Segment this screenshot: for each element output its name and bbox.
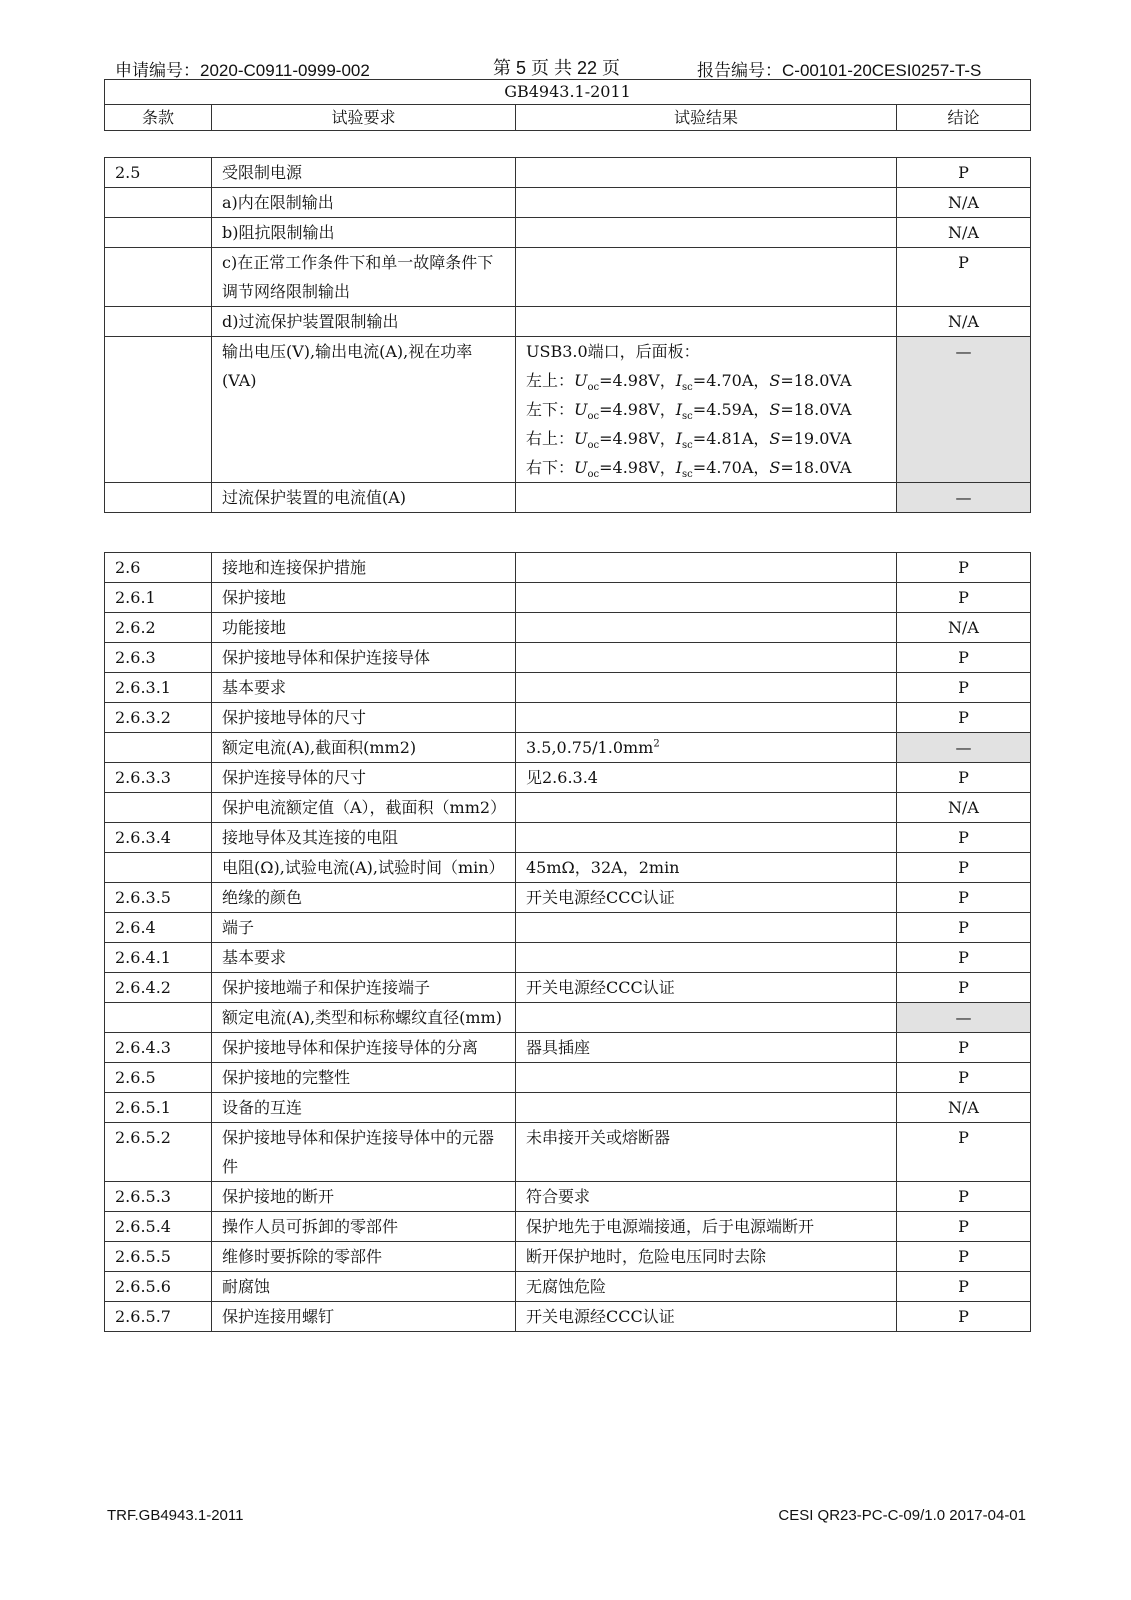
result-cell	[516, 307, 897, 337]
clause-cell: 2.6.3.5	[105, 883, 212, 913]
clause-cell: 2.6.5.1	[105, 1093, 212, 1123]
result-cell	[516, 1003, 897, 1033]
result-cell: 开关电源经CCC认证	[516, 973, 897, 1003]
requirement-cell: 维修时要拆除的零部件	[212, 1242, 516, 1272]
requirement-cell: 额定电流(A),类型和标称螺纹直径(mm)	[212, 1003, 516, 1033]
current-symbol: I	[675, 458, 683, 477]
requirement-cell: 保护电流额定值（A），截面积（mm2）	[212, 793, 516, 823]
requirement-cell: 端子	[212, 913, 516, 943]
clause-cell	[105, 483, 212, 513]
verdict-cell: P	[897, 703, 1031, 733]
voltage-value: =4.98V，	[599, 429, 676, 448]
verdict-cell: P	[897, 248, 1031, 307]
voltage-subscript: oc	[587, 382, 600, 394]
voltage-subscript: oc	[587, 440, 600, 452]
clause-cell	[105, 793, 212, 823]
verdict-cell: P	[897, 853, 1031, 883]
requirement-cell: 保护接地端子和保护连接端子	[212, 973, 516, 1003]
current-value: =4.70A，	[692, 371, 770, 390]
footer-doc-ref: CESI QR23-PC-C-09/1.0 2017-04-01	[778, 1507, 1026, 1524]
verdict-cell: N/A	[897, 613, 1031, 643]
page-footer	[0, 1507, 1131, 1527]
current-value: =4.70A，	[692, 458, 770, 477]
verdict-cell: P	[897, 823, 1031, 853]
clause-cell: 2.6	[105, 553, 212, 583]
result-line	[526, 366, 886, 395]
table-row	[105, 1242, 1031, 1272]
clause-cell	[105, 248, 212, 307]
verdict-cell: P	[897, 583, 1031, 613]
verdict-cell: N/A	[897, 307, 1031, 337]
result-cell	[516, 188, 897, 218]
requirement-cell: 保护连接导体的尺寸	[212, 763, 516, 793]
position-label: 右上：	[526, 429, 575, 448]
clause-cell: 2.6.5.7	[105, 1302, 212, 1332]
voltage-subscript: oc	[587, 411, 600, 423]
verdict-cell: P	[897, 943, 1031, 973]
voltage-value: =4.98V，	[599, 371, 676, 390]
verdict-cell: N/A	[897, 1093, 1031, 1123]
clause-cell	[105, 733, 212, 763]
result-cell	[516, 1063, 897, 1093]
current-subscript: sc	[682, 440, 693, 452]
table-row	[105, 703, 1031, 733]
table-row	[105, 1063, 1031, 1093]
clause-cell: 2.6.3.3	[105, 763, 212, 793]
voltage-symbol: U	[574, 400, 588, 419]
requirement-cell: 接地和连接保护措施	[212, 553, 516, 583]
table-row	[105, 1212, 1031, 1242]
current-value: =4.81A，	[692, 429, 770, 448]
power-symbol: S	[769, 371, 781, 390]
result-cell	[516, 583, 897, 613]
verdict-cell: P	[897, 883, 1031, 913]
requirement-cell: d)过流保护装置限制输出	[212, 307, 516, 337]
result-line	[526, 424, 886, 453]
result-cell	[516, 733, 897, 763]
verdict-cell: P	[897, 643, 1031, 673]
power-value: =18.0VA	[780, 400, 852, 419]
table-row	[105, 823, 1031, 853]
position-label: 左下：	[526, 400, 575, 419]
col-clause: 条款	[105, 105, 212, 131]
requirement-cell: 保护接地	[212, 583, 516, 613]
clause-cell: 2.6.2	[105, 613, 212, 643]
col-verdict: 结论	[897, 105, 1031, 131]
result-cell	[516, 248, 897, 307]
table-row	[105, 218, 1031, 248]
result-cell	[516, 553, 897, 583]
voltage-symbol: U	[574, 458, 588, 477]
page-info: 第 5 页 共 22 页	[493, 58, 621, 78]
table-row	[105, 553, 1031, 583]
power-symbol: S	[769, 400, 781, 419]
verdict-cell: —	[897, 733, 1031, 763]
page-header	[0, 52, 1131, 80]
requirement-cell: 功能接地	[212, 613, 516, 643]
result-superscript: 2	[653, 738, 660, 750]
current-symbol: I	[675, 400, 683, 419]
current-subscript: sc	[682, 469, 693, 481]
result-cell: 符合要求	[516, 1182, 897, 1212]
requirement-cell: 过流保护装置的电流值(A)	[212, 483, 516, 513]
table-row	[105, 943, 1031, 973]
requirement-cell: 保护接地的完整性	[212, 1063, 516, 1093]
requirement-cell: 保护接地导体的尺寸	[212, 703, 516, 733]
current-subscript: sc	[682, 411, 693, 423]
clause-cell: 2.6.5.6	[105, 1272, 212, 1302]
clause-cell	[105, 853, 212, 883]
table-row	[105, 883, 1031, 913]
requirement-cell: 基本要求	[212, 673, 516, 703]
result-cell: 无腐蚀危险	[516, 1272, 897, 1302]
table-row	[105, 188, 1031, 218]
voltage-subscript: oc	[587, 469, 600, 481]
voltage-symbol: U	[574, 429, 588, 448]
clause-cell: 2.6.3.4	[105, 823, 212, 853]
result-cell: 保护地先于电源端接通，后于电源端断开	[516, 1212, 897, 1242]
result-cell: 未串接开关或熔断器	[516, 1123, 897, 1182]
result-cell: 开关电源经CCC认证	[516, 883, 897, 913]
verdict-cell: P	[897, 1302, 1031, 1332]
table-row	[105, 1123, 1031, 1182]
requirement-cell: 受限制电源	[212, 158, 516, 188]
table-row	[105, 1272, 1031, 1302]
standard-title: GB4943.1-2011	[105, 80, 1031, 105]
result-title: USB3.0端口，后面板：	[526, 342, 700, 361]
clause-cell: 2.6.3.1	[105, 673, 212, 703]
result-cell	[516, 218, 897, 248]
clause-cell: 2.6.5.3	[105, 1182, 212, 1212]
verdict-cell: P	[897, 973, 1031, 1003]
voltage-symbol: U	[574, 371, 588, 390]
verdict-cell: P	[897, 158, 1031, 188]
result-cell: 器具插座	[516, 1033, 897, 1063]
clause-cell: 2.6.5.5	[105, 1242, 212, 1272]
verdict-cell: P	[897, 1063, 1031, 1093]
table-row	[105, 583, 1031, 613]
requirement-cell: 电阻(Ω),试验电流(A),试验时间（min）	[212, 853, 516, 883]
standard-row	[105, 80, 1031, 105]
verdict-cell: N/A	[897, 793, 1031, 823]
result-cell: 开关电源经CCC认证	[516, 1302, 897, 1332]
table-row	[105, 673, 1031, 703]
requirement-cell: 额定电流(A),截面积(mm2)	[212, 733, 516, 763]
column-header-row	[105, 105, 1031, 131]
clause-cell: 2.6.3	[105, 643, 212, 673]
clause-cell	[105, 337, 212, 483]
table-row	[105, 307, 1031, 337]
result-cell	[516, 483, 897, 513]
result-cell	[516, 943, 897, 973]
verdict-cell: P	[897, 673, 1031, 703]
table-row	[105, 643, 1031, 673]
clause-cell	[105, 1003, 212, 1033]
voltage-value: =4.98V，	[599, 400, 676, 419]
table-row	[105, 913, 1031, 943]
clause-cell: 2.6.5.4	[105, 1212, 212, 1242]
result-text: 3.5,0.75/1.0mm	[526, 738, 654, 757]
table-row	[105, 763, 1031, 793]
power-value: =18.0VA	[780, 371, 852, 390]
result-cell	[516, 613, 897, 643]
table-row	[105, 613, 1031, 643]
power-symbol: S	[769, 429, 781, 448]
clause-cell: 2.6.5	[105, 1063, 212, 1093]
table-row	[105, 158, 1031, 188]
column-header-table	[104, 79, 1031, 131]
result-cell	[516, 1093, 897, 1123]
verdict-cell: P	[897, 1212, 1031, 1242]
table-row	[105, 1302, 1031, 1332]
verdict-cell: P	[897, 1123, 1031, 1182]
verdict-cell: N/A	[897, 218, 1031, 248]
verdict-cell: P	[897, 1242, 1031, 1272]
result-cell	[516, 913, 897, 943]
requirement-cell: 设备的互连	[212, 1093, 516, 1123]
result-line	[526, 395, 886, 424]
current-subscript: sc	[682, 382, 693, 394]
table-row	[105, 483, 1031, 513]
clause-cell	[105, 188, 212, 218]
table-row	[105, 853, 1031, 883]
result-cell: 45mΩ，32A，2min	[516, 853, 897, 883]
voltage-value: =4.98V，	[599, 458, 676, 477]
result-cell	[516, 673, 897, 703]
table-row	[105, 1182, 1031, 1212]
requirement-cell: 保护接地的断开	[212, 1182, 516, 1212]
requirement-cell: 基本要求	[212, 943, 516, 973]
verdict-cell: P	[897, 1033, 1031, 1063]
clause-cell: 2.6.4.3	[105, 1033, 212, 1063]
clause-cell: 2.6.4	[105, 913, 212, 943]
verdict-cell: —	[897, 1003, 1031, 1033]
clause-cell: 2.6.4.2	[105, 973, 212, 1003]
requirement-cell: 保护接地导体和保护连接导体的分离	[212, 1033, 516, 1063]
requirement-cell: 操作人员可拆卸的零部件	[212, 1212, 516, 1242]
requirement-cell: a)内在限制输出	[212, 188, 516, 218]
current-value: =4.59A，	[692, 400, 770, 419]
verdict-cell: P	[897, 913, 1031, 943]
result-cell	[516, 158, 897, 188]
table-row	[105, 1093, 1031, 1123]
current-symbol: I	[675, 371, 683, 390]
clause-cell: 2.6.3.2	[105, 703, 212, 733]
clause-cell: 2.6.5.2	[105, 1123, 212, 1182]
verdict-cell: P	[897, 1182, 1031, 1212]
clause-cell	[105, 218, 212, 248]
table-row	[105, 248, 1031, 307]
table-row	[105, 1003, 1031, 1033]
verdict-cell: P	[897, 1272, 1031, 1302]
application-number: 申请编号：2020-C0911-0999-002	[115, 61, 370, 80]
result-cell	[516, 703, 897, 733]
verdict-cell: P	[897, 553, 1031, 583]
position-label: 左上：	[526, 371, 575, 390]
position-label: 右下：	[526, 458, 575, 477]
power-value: =19.0VA	[780, 429, 852, 448]
result-cell: 见2.6.3.4	[516, 763, 897, 793]
col-requirement: 试验要求	[212, 105, 516, 131]
verdict-cell: P	[897, 763, 1031, 793]
table-row	[105, 337, 1031, 483]
requirement-cell: 保护连接用螺钉	[212, 1302, 516, 1332]
requirement-cell: 输出电压(V),输出电流(A),视在功率(VA)	[212, 337, 516, 483]
clause-cell: 2.6.1	[105, 583, 212, 613]
result-cell: 断开保护地时，危险电压同时去除	[516, 1242, 897, 1272]
power-symbol: S	[769, 458, 781, 477]
clause-cell	[105, 307, 212, 337]
requirement-cell: 耐腐蚀	[212, 1272, 516, 1302]
table-row	[105, 1033, 1031, 1063]
col-result: 试验结果	[516, 105, 897, 131]
clause-cell: 2.5	[105, 158, 212, 188]
result-cell	[516, 793, 897, 823]
requirement-cell: 保护接地导体和保护连接导体	[212, 643, 516, 673]
table-row	[105, 733, 1031, 763]
verdict-cell: N/A	[897, 188, 1031, 218]
table-row	[105, 793, 1031, 823]
verdict-cell: —	[897, 337, 1031, 483]
requirement-cell: 保护接地导体和保护连接导体中的元器件	[212, 1123, 516, 1182]
requirement-cell: 绝缘的颜色	[212, 883, 516, 913]
result-line	[526, 453, 886, 482]
result-cell	[516, 337, 897, 483]
power-value: =18.0VA	[780, 458, 852, 477]
report-number: 报告编号：C-00101-20CESI0257-T-S	[697, 61, 982, 80]
clause-cell: 2.6.4.1	[105, 943, 212, 973]
requirement-cell: 接地导体及其连接的电阻	[212, 823, 516, 853]
verdict-cell: —	[897, 483, 1031, 513]
requirement-cell: c)在正常工作条件下和单一故障条件下调节网络限制输出	[212, 248, 516, 307]
requirement-cell: b)阻抗限制输出	[212, 218, 516, 248]
footer-form-id: TRF.GB4943.1-2011	[107, 1507, 244, 1524]
current-symbol: I	[675, 429, 683, 448]
result-cell	[516, 823, 897, 853]
section-2-5-table	[104, 157, 1031, 513]
section-2-6-table	[104, 552, 1031, 1332]
result-cell	[516, 643, 897, 673]
table-row	[105, 973, 1031, 1003]
